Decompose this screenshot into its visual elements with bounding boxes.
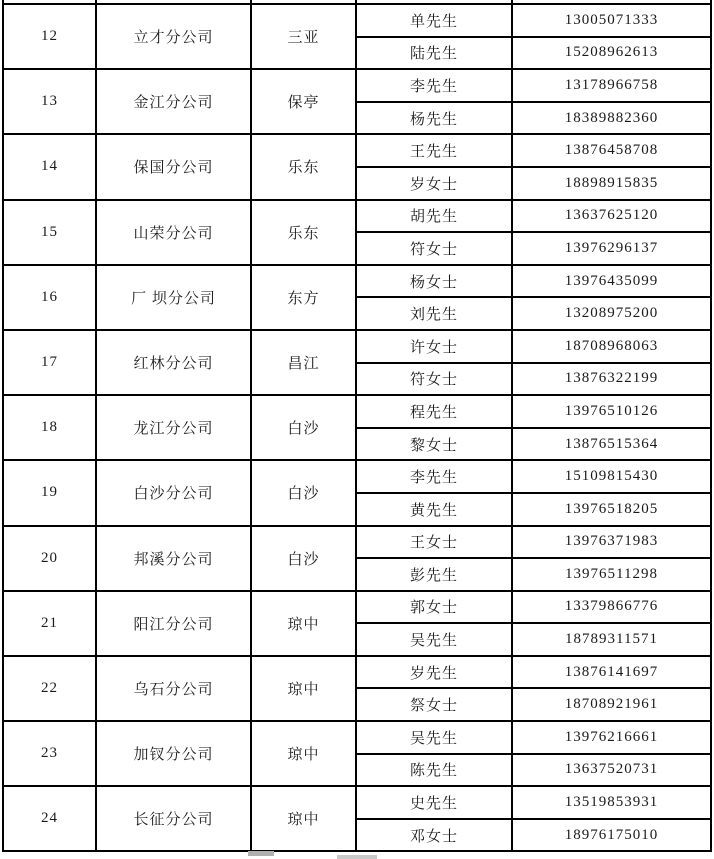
row-number-cell: 24 — [3, 786, 96, 851]
location-cell: 保亭 — [251, 69, 356, 134]
phone-cell: 13976510126 — [512, 395, 711, 428]
location-cell: 昌江 — [251, 330, 356, 395]
contact-name-cell: 李先生 — [356, 460, 512, 493]
location-cell: 东方 — [251, 265, 356, 330]
contact-name-cell: 岁女士 — [356, 167, 512, 200]
row-number-cell: 22 — [3, 656, 96, 721]
phone-cell: 15208962613 — [512, 37, 711, 70]
row-number-cell: 19 — [3, 460, 96, 525]
company-cell: 龙江分公司 — [96, 395, 251, 460]
phone-cell: 13637520731 — [512, 754, 711, 787]
phone-cell: 18708921961 — [512, 688, 711, 721]
contact-table-body — [3, 0, 711, 851]
contact-name-cell: 李先生 — [356, 69, 512, 102]
location-cell: 白沙 — [251, 526, 356, 591]
phone-cell: 18789311571 — [512, 623, 711, 656]
contact-name-cell: 岁先生 — [356, 656, 512, 689]
company-cell: 厂 坝分公司 — [96, 265, 251, 330]
location-cell: 琼中 — [251, 656, 356, 721]
contact-name-cell: 单先生 — [356, 4, 512, 37]
phone-cell: 13876141697 — [512, 656, 711, 689]
phone-cell: 13005071333 — [512, 4, 711, 37]
company-cell: 邦溪分公司 — [96, 526, 251, 591]
table-row — [3, 265, 711, 298]
contact-name-cell: 黎女士 — [356, 428, 512, 461]
company-cell: 阳江分公司 — [96, 591, 251, 656]
table-row — [3, 786, 711, 819]
phone-cell: 15109815430 — [512, 460, 711, 493]
contact-name-cell: 刘先生 — [356, 297, 512, 330]
company-cell: 金江分公司 — [96, 69, 251, 134]
scrollbar-artifact — [337, 855, 377, 859]
table-row — [3, 69, 711, 102]
company-cell: 立才分公司 — [96, 4, 251, 69]
phone-cell: 13976371983 — [512, 526, 711, 559]
contact-name-cell: 吴先生 — [356, 721, 512, 754]
location-cell: 白沙 — [251, 395, 356, 460]
location-cell: 乐东 — [251, 134, 356, 199]
company-cell: 乌石分公司 — [96, 656, 251, 721]
phone-cell: 13976216661 — [512, 721, 711, 754]
location-cell: 琼中 — [251, 591, 356, 656]
phone-cell: 13637625120 — [512, 200, 711, 233]
company-cell: 红林分公司 — [96, 330, 251, 395]
row-number-cell: 17 — [3, 330, 96, 395]
row-number-cell: 21 — [3, 591, 96, 656]
table-row — [3, 200, 711, 233]
table-row — [3, 395, 711, 428]
contact-name-cell: 吴先生 — [356, 623, 512, 656]
company-cell: 山荣分公司 — [96, 200, 251, 265]
company-cell: 保国分公司 — [96, 134, 251, 199]
contact-name-cell: 杨女士 — [356, 265, 512, 298]
contact-name-cell: 程先生 — [356, 395, 512, 428]
row-number-cell: 13 — [3, 69, 96, 134]
row-number-cell: 23 — [3, 721, 96, 786]
location-cell: 琼中 — [251, 721, 356, 786]
contact-name-cell: 王女士 — [356, 526, 512, 559]
phone-cell: 13876322199 — [512, 363, 711, 396]
location-cell: 三亚 — [251, 4, 356, 69]
company-cell: 白沙分公司 — [96, 460, 251, 525]
row-number-cell: 12 — [3, 4, 96, 69]
row-number-cell: 14 — [3, 134, 96, 199]
contact-name-cell: 邓女士 — [356, 819, 512, 852]
table-row — [3, 721, 711, 754]
row-number-cell: 18 — [3, 395, 96, 460]
scrollbar-artifact — [248, 851, 274, 856]
contact-name-cell: 彭先生 — [356, 558, 512, 591]
row-number-cell: 15 — [3, 200, 96, 265]
table-row — [3, 656, 711, 689]
phone-cell: 18389882360 — [512, 102, 711, 135]
phone-cell: 18708968063 — [512, 330, 711, 363]
location-cell: 琼中 — [251, 786, 356, 851]
location-cell: 乐东 — [251, 200, 356, 265]
contact-name-cell: 符女士 — [356, 232, 512, 265]
row-number-cell: 16 — [3, 265, 96, 330]
contact-name-cell: 陆先生 — [356, 37, 512, 70]
contact-name-cell: 郭女士 — [356, 591, 512, 624]
contact-name-cell: 杨先生 — [356, 102, 512, 135]
contact-name-cell: 许女士 — [356, 330, 512, 363]
table-row — [3, 330, 711, 363]
phone-cell: 13876458708 — [512, 134, 711, 167]
table-row — [3, 526, 711, 559]
company-cell: 长征分公司 — [96, 786, 251, 851]
table-row — [3, 134, 711, 167]
phone-cell: 13876515364 — [512, 428, 711, 461]
phone-cell: 13976435099 — [512, 265, 711, 298]
contact-name-cell: 陈先生 — [356, 754, 512, 787]
phone-cell: 13178966758 — [512, 69, 711, 102]
contact-name-cell: 黄先生 — [356, 493, 512, 526]
phone-cell: 13379866776 — [512, 591, 711, 624]
table-row — [3, 460, 711, 493]
contact-name-cell: 史先生 — [356, 786, 512, 819]
phone-cell: 18898915835 — [512, 167, 711, 200]
phone-cell: 18976175010 — [512, 819, 711, 852]
table-row — [3, 591, 711, 624]
row-number-cell: 20 — [3, 526, 96, 591]
contact-table — [2, 0, 712, 852]
contact-name-cell: 王先生 — [356, 134, 512, 167]
phone-cell: 13519853931 — [512, 786, 711, 819]
company-cell: 加钗分公司 — [96, 721, 251, 786]
contact-name-cell: 符女士 — [356, 363, 512, 396]
phone-cell: 13976511298 — [512, 558, 711, 591]
contact-name-cell: 祭女士 — [356, 688, 512, 721]
contact-name-cell: 胡先生 — [356, 200, 512, 233]
table-row — [3, 4, 711, 37]
location-cell: 白沙 — [251, 460, 356, 525]
phone-cell: 13976296137 — [512, 232, 711, 265]
phone-cell: 13976518205 — [512, 493, 711, 526]
phone-cell: 13208975200 — [512, 297, 711, 330]
